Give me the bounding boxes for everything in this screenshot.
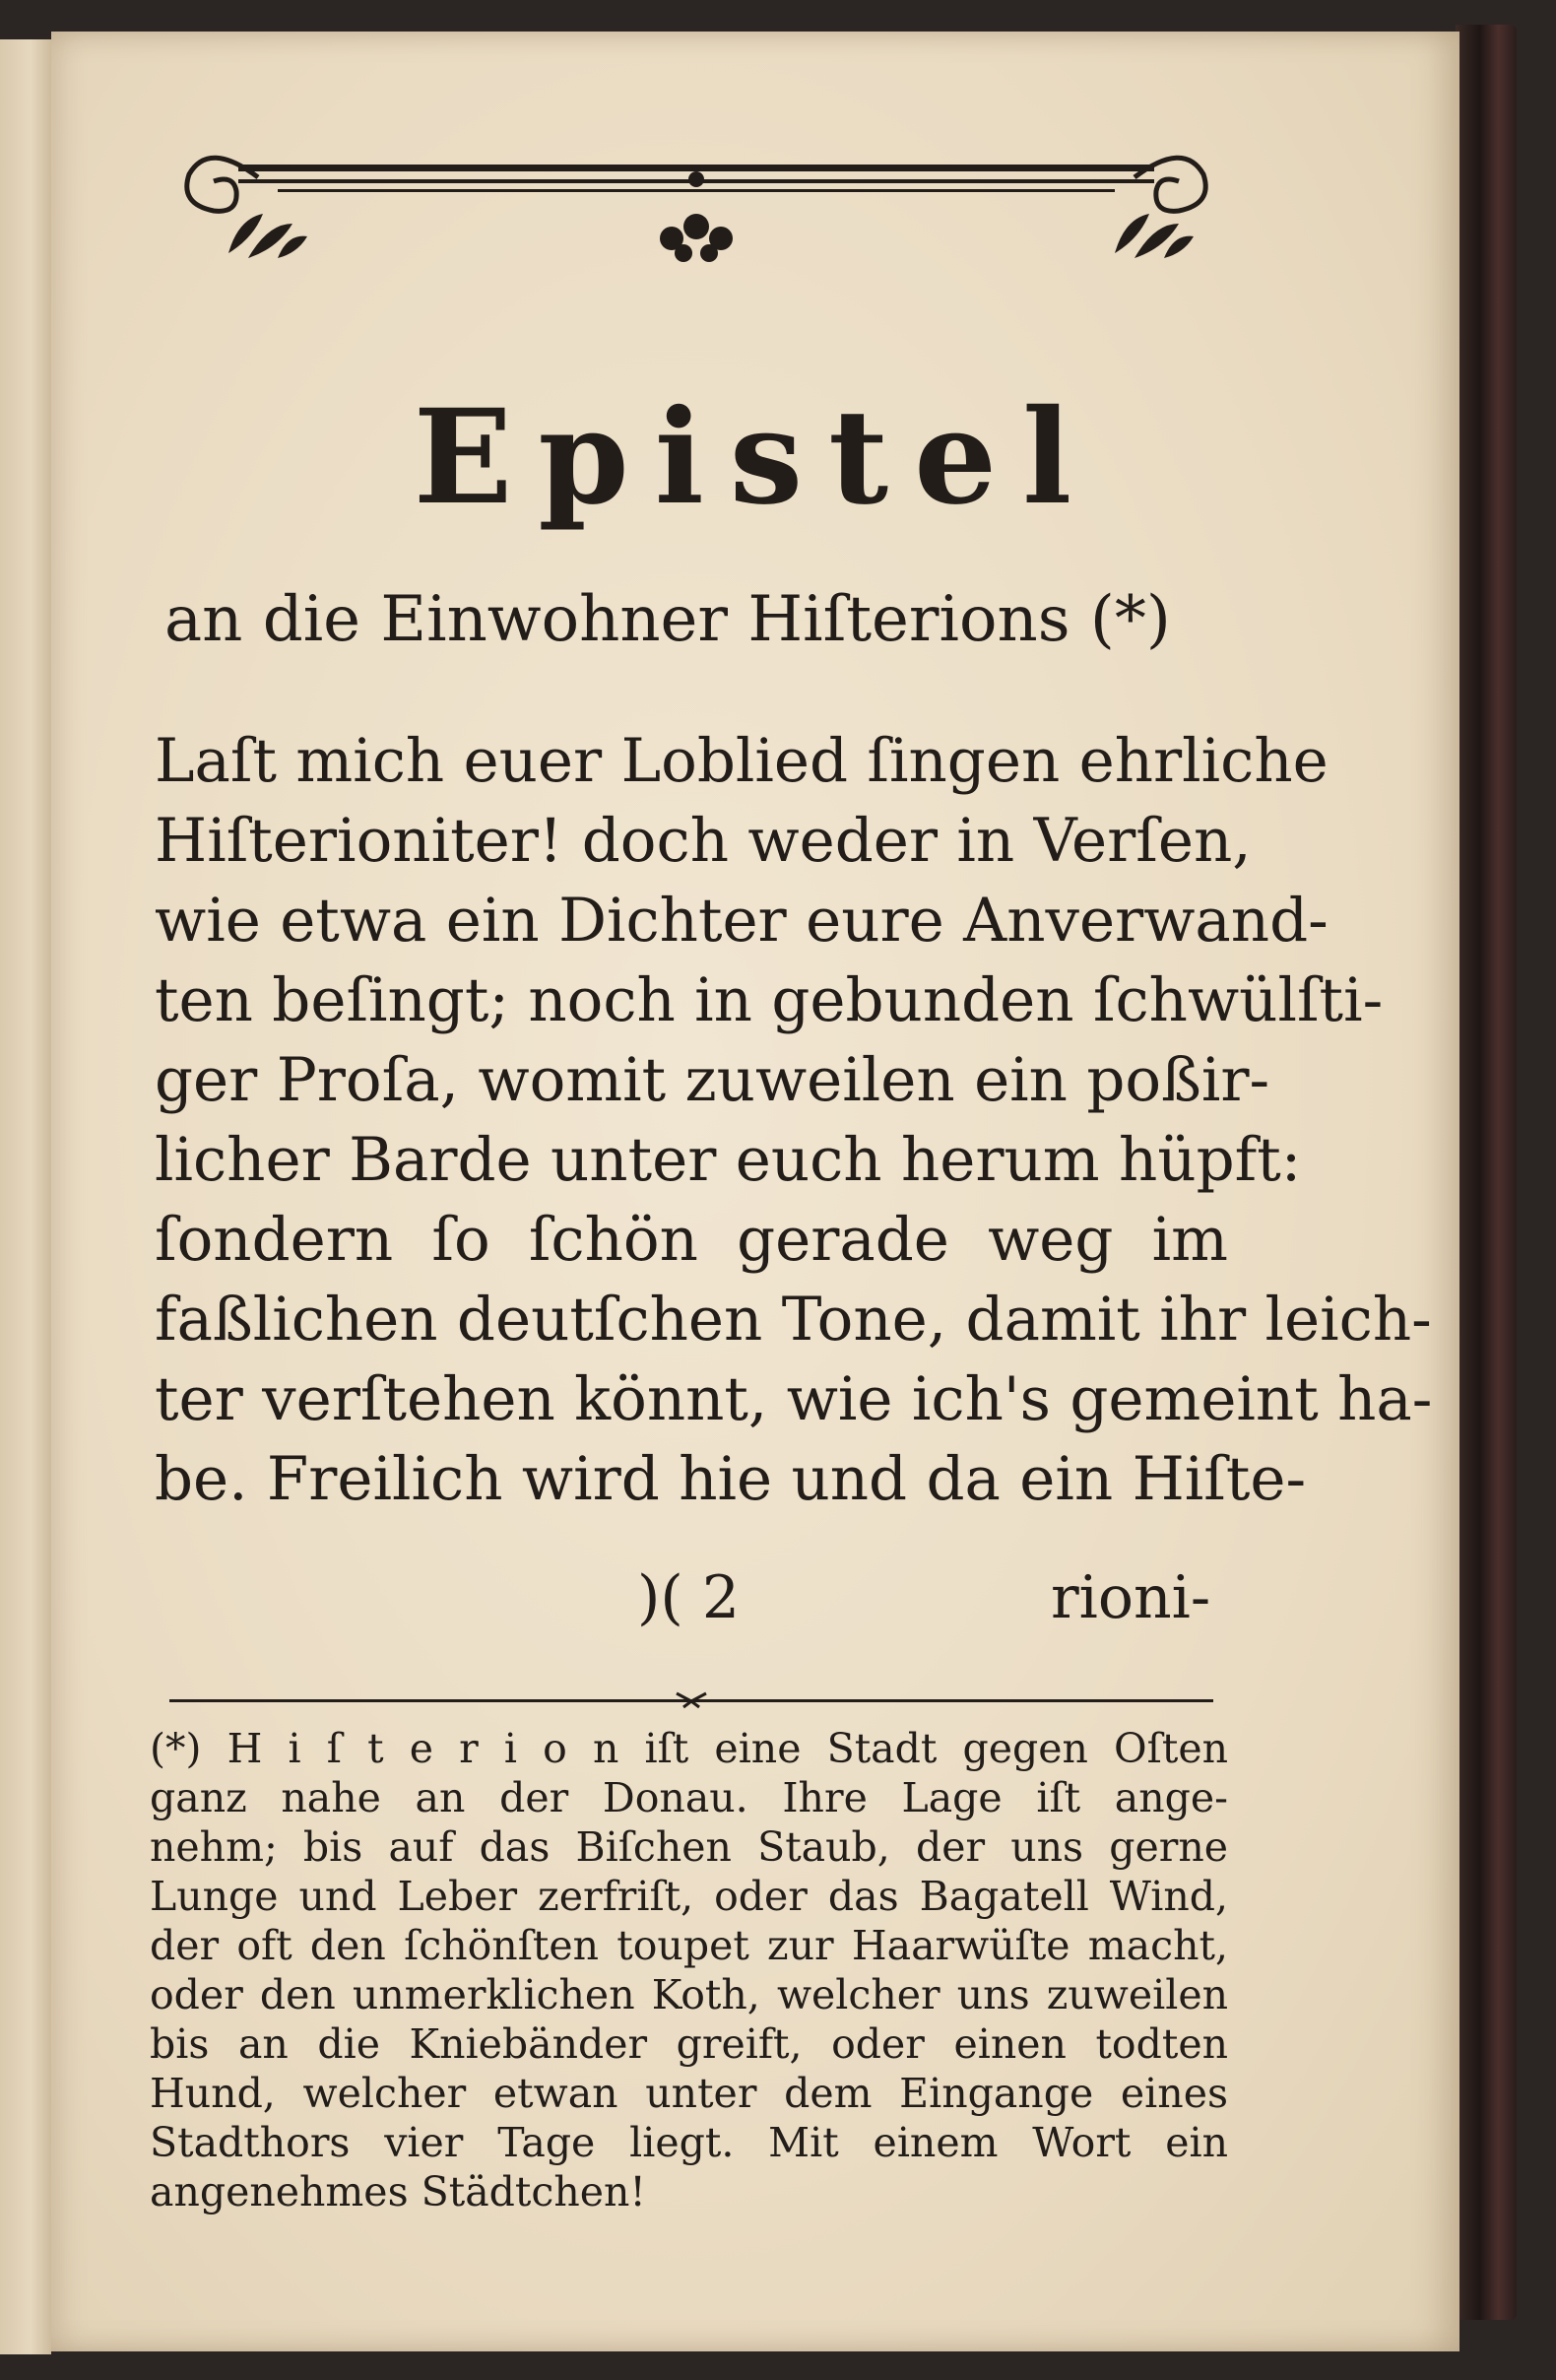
page-title: Epistel: [413, 381, 1098, 534]
body-line: Laſt mich euer Loblied ſingen ehrliche: [155, 726, 1329, 796]
body-line: Hiſterioniter! doch weder in Verſen,: [155, 806, 1252, 876]
book-cover-edge: [1456, 25, 1517, 2320]
footnote-rule: [169, 1691, 1213, 1711]
body-line: faßlichen deutſchen Tone, damit ihr leich-: [155, 1285, 1432, 1355]
ornament-center-flower: [660, 214, 733, 262]
body-line: ger Proſa, womit zuweilen ein poßir-: [155, 1045, 1270, 1115]
footnote-line: angenehmes Städtchen!: [150, 2168, 646, 2215]
book-page: [51, 32, 1459, 2351]
body-line: ter verſtehen könnt, wie ich's gemeint ha-: [155, 1364, 1433, 1434]
ornament-left-sprig: [228, 214, 307, 258]
page-footer: [155, 1563, 1228, 1632]
page-subtitle: an die Einwohner Hiſterions (*): [164, 583, 1171, 656]
ornament-right-sprig: [1115, 214, 1194, 258]
signature-mark: )( 2: [637, 1563, 741, 1632]
footnote-line: Hund, welcher etwan unter dem Eingange eines: [150, 2070, 1228, 2117]
footnote-line: ganz nahe an der Donau. Ihre Lage iſt ange-: [150, 1774, 1228, 1821]
catchword: rioni-: [1051, 1563, 1211, 1632]
footnote-line: bis an die Kniebänder greift, oder einen todten: [150, 2020, 1228, 2068]
footnote-line: nehm; bis auf das Biſchen Staub, der uns gerne: [150, 1823, 1228, 1871]
footnote-line: der oft den ſchönſten toupet zur Haarwüſte macht,: [150, 1922, 1228, 1969]
body-line: wie etwa ein Dichter eure Anverwand-: [155, 886, 1329, 956]
body-line: be. Freilich wird hie und da ein Hiſte-: [155, 1444, 1307, 1514]
body-text: [155, 721, 1433, 1519]
body-line: ſondern ſo ſchön gerade weg im: [155, 1205, 1228, 1275]
footnote-line: Stadthors vier Tage liegt. Mit einem Wort ein: [150, 2119, 1228, 2166]
footnote-line: (*) H i ſ t e r i o n iſt eine Stadt gegen Oſten: [150, 1725, 1228, 1772]
body-line: licher Barde unter euch herum hüpft:: [155, 1125, 1302, 1195]
ornament-header: [169, 120, 1223, 268]
footnote-line: Lunge und Leber zerfriſt, oder das Bagatell Wind,: [150, 1873, 1228, 1920]
body-line: ten beſingt; noch in gebunden ſchwülſti-: [155, 965, 1384, 1035]
footnote-line: oder den unmerklichen Koth, welcher uns zuweilen: [150, 1971, 1228, 2018]
book-edge-left: [0, 39, 51, 2354]
footnote: [150, 1724, 1228, 2216]
